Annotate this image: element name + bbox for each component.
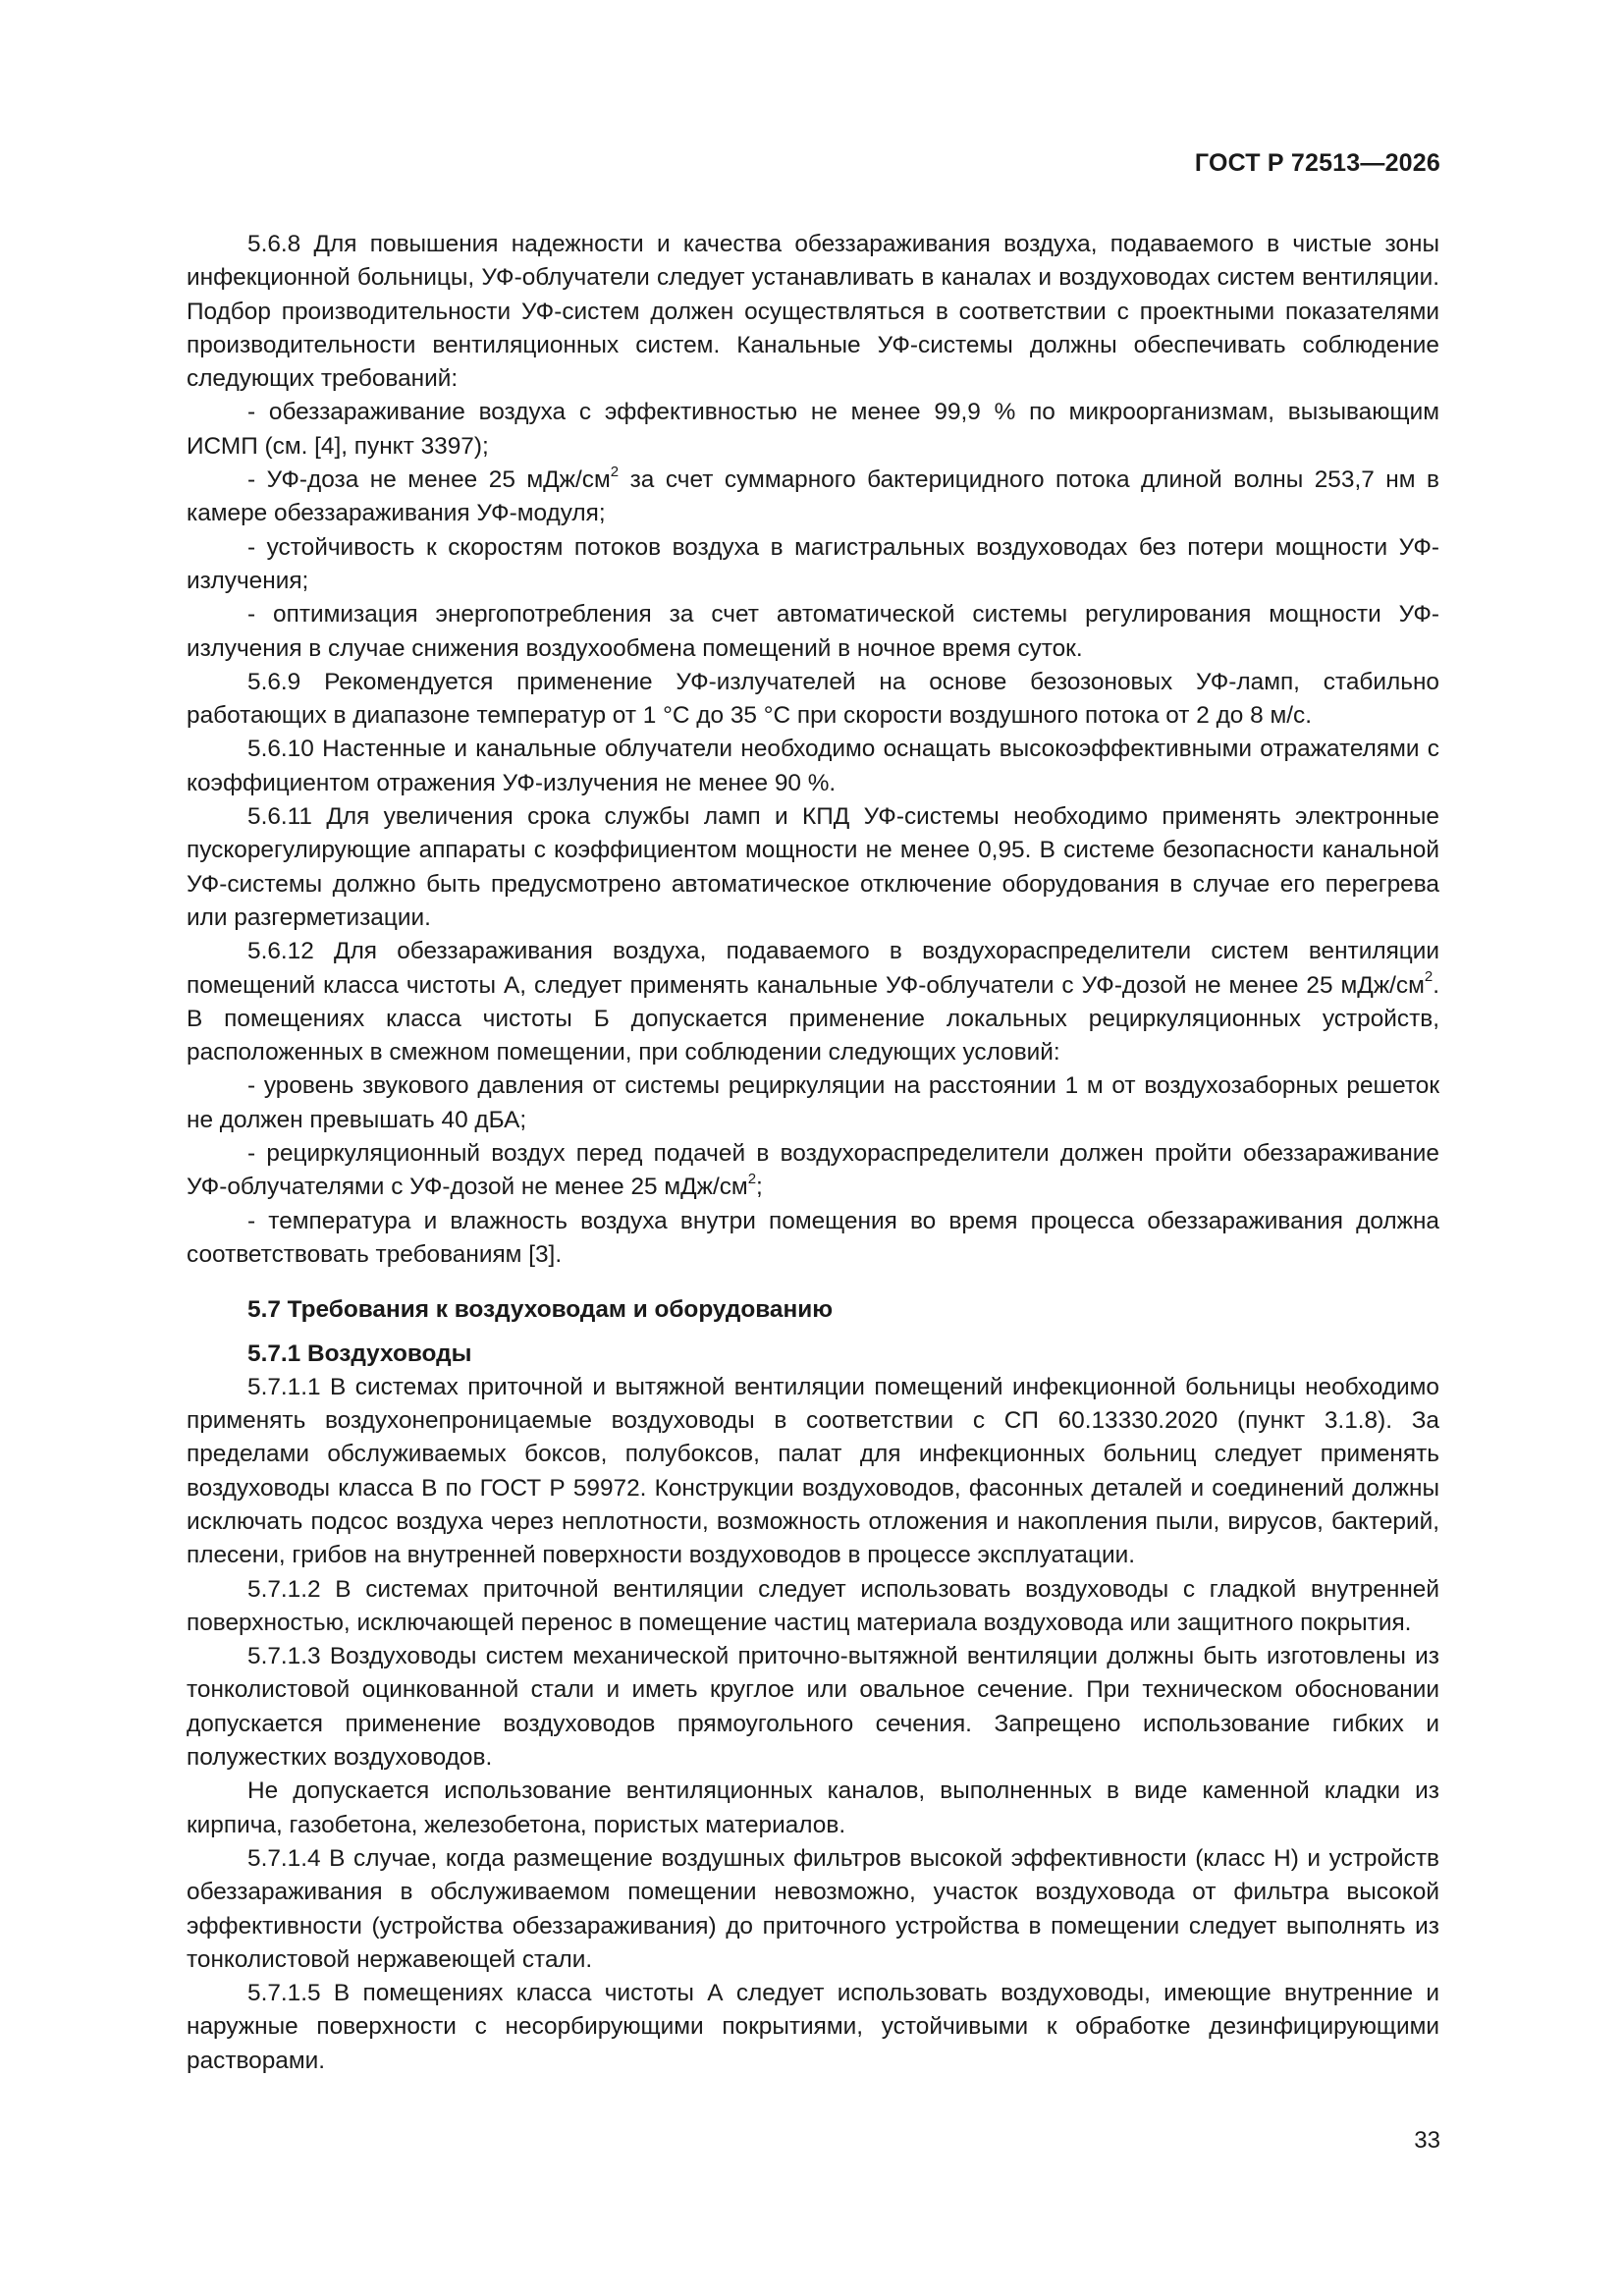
section-heading-5-7: 5.7 Требования к воздуховодам и оборудованию <box>247 1296 834 1324</box>
list-item-disinfection-efficiency: - обеззараживание воздуха с эффективностью не менее 99,9 % по микроорганизмам, вызывающим ИСМП (см. [4], пункт 3397); <box>187 399 1439 460</box>
list-item-energy-optimization: - оптимизация энергопотребления за счет автоматической системы регулирования мощности УФ-излучения в случае снижения воздухообмена помещений в ночное время суток. <box>187 601 1439 662</box>
document-id-header: ГОСТ Р 72513—2026 <box>1194 149 1440 177</box>
paragraph-5-7-1-5: 5.7.1.5 В помещениях класса чистоты А следует использовать воздуховоды, имеющие внутренние и наружные поверхности с несорбирующими покрытиями, устойчивыми к обработке дезинфицирующими растворами. <box>187 1980 1439 2074</box>
paragraph-5-7-1-1: 5.7.1.1 В системах приточной и вытяжной вентиляции помещений инфекционной больницы необходимо применять воздухонепроницаемые воздуховоды в соответствии с СП 60.13330.2020 (пункт 3.1.8). За пределами обслуживаемых боксов, полубоксов, палат для инфекционных больниц следует применять воздуховоды класса В по ГОСТ Р 59972. Конструкции воздуховодов, фасонных деталей и соединений должны исключать подсос воздуха через неплотности, возможность отложения и накопления пыли, вирусов, бактерий, плесени, грибов на внутренней поверхности воздуховодов в процессе эксплуатации. <box>187 1373 1439 1569</box>
paragraph-5-6-11: 5.6.11 Для увеличения срока службы ламп и КПД УФ-системы необходимо применять электронные пускорегулирующие аппараты с коэффициентом мощности не менее 0,95. В системе безопасности канальной УФ-системы должно быть предусмотрено автоматическое отключение оборудования в случае его перегрева или разгерметизации. <box>187 803 1439 931</box>
list-item-recirculated-air <box>187 1137 1439 1205</box>
uv-dose-text: - УФ-доза не менее 25 мДж/см <box>247 466 611 494</box>
paragraph-5-7-1-3-continued: Не допускается использование вентиляционных каналов, выполненных в виде каменной кладки из кирпича, газобетона, железобетона, пористых материалов. <box>187 1777 1439 1838</box>
document-body <box>187 228 1439 2078</box>
paragraph-5-7-1-2: 5.7.1.2 В системах приточной вентиляции следует использовать воздуховоды с гладкой внутренней поверхностью, исключающей перенос в помещение частиц материала воздуховода или защитного покрытия. <box>187 1575 1439 1636</box>
paragraph-5-6-12 <box>187 935 1439 1069</box>
superscript: 2 <box>1424 968 1434 986</box>
page-number: 33 <box>1414 2127 1440 2154</box>
list-item-sound-pressure: - уровень звукового давления от системы рециркуляции на расстоянии 1 м от воздухозаборных решеток не должен превышать 40 дБА; <box>187 1072 1439 1133</box>
paragraph-5-6-8: 5.6.8 Для повышения надежности и качества обеззараживания воздуха, подаваемого в чистые зоны инфекционной больницы, УФ-облучатели следует устанавливать в каналах и воздуховодах систем вентиляции. Подбор производительности УФ-систем должен осуществляться в соответствии с проектными показателями производительности вентиляционных систем. Канальные УФ-системы должны обеспечивать соблюдение следующих требований: <box>187 231 1439 393</box>
recirculated-air-text-cont: ; <box>756 1174 763 1201</box>
paragraph-5-6-9: 5.6.9 Рекомендуется применение УФ-излучателей на основе безозоновых УФ-ламп, стабильно работающих в диапазоне температур от 1 °С до 35 °С при скорости воздушного потока от 2 до 8 м/с. <box>187 668 1439 730</box>
paragraph-5-6-10: 5.6.10 Настенные и канальные облучатели необходимо оснащать высокоэффективными отражателями с коэффициентом отражения УФ-излучения не менее 90 %. <box>187 736 1439 796</box>
paragraph-5-7-1-4: 5.7.1.4 В случае, когда размещение воздушных фильтров высокой эффективности (класс Н) и устройств обеззараживания в обслуживаемом помещении невозможно, участок воздуховода от фильтра высокой эффективности (устройства обеззараживания) до приточного устройства в помещении следует выполнять из тонколистовой нержавеющей стали. <box>187 1844 1439 1973</box>
list-item-temperature-humidity: - температура и влажность воздуха внутри помещения во время процесса обеззараживания должна соответствовать требованиям [3]. <box>187 1207 1439 1268</box>
paragraph-5-6-12-text: 5.6.12 Для обеззараживания воздуха, подаваемого в воздухораспределители систем вентиляции помещений класса чистоты А, следует применять канальные УФ-облучатели с УФ-дозой не менее 25 мДж/см <box>187 938 1439 999</box>
superscript: 2 <box>610 463 620 480</box>
list-item-airflow-resistance: - устойчивость к скоростям потоков воздуха в магистральных воздуховодах без потери мощности УФ-излучения; <box>187 533 1439 594</box>
subsection-heading-5-7-1: 5.7.1 Воздуховоды <box>247 1339 472 1367</box>
uv-dose-text-cont: за счет суммарного бактерицидного потока длиной волны 253,7 нм в камере обеззараживания УФ-модуля; <box>187 466 1439 527</box>
list-item-uv-dose <box>187 464 1439 531</box>
superscript: 2 <box>747 1171 757 1188</box>
paragraph-5-6-12-text-cont: . В помещениях класса чистоты Б допускается применение локальных рециркуляционных устройств, расположенных в смежном помещении, при соблюдении следующих условий: <box>187 971 1439 1066</box>
paragraph-5-7-1-3: 5.7.1.3 Воздуховоды систем механической приточно-вытяжной вентиляции должны быть изготовлены из тонколистовой оцинкованной стали и иметь круглое или овальное сечение. При техническом обосновании допускается применение воздуховодов прямоугольного сечения. Запрещено использование гибких и полужестких воздуховодов. <box>187 1643 1439 1772</box>
recirculated-air-text: - рециркуляционный воздух перед подачей в воздухораспределители должен пройти обеззараживание УФ-облучателями с УФ-дозой не менее 25 мДж/см <box>187 1140 1439 1201</box>
